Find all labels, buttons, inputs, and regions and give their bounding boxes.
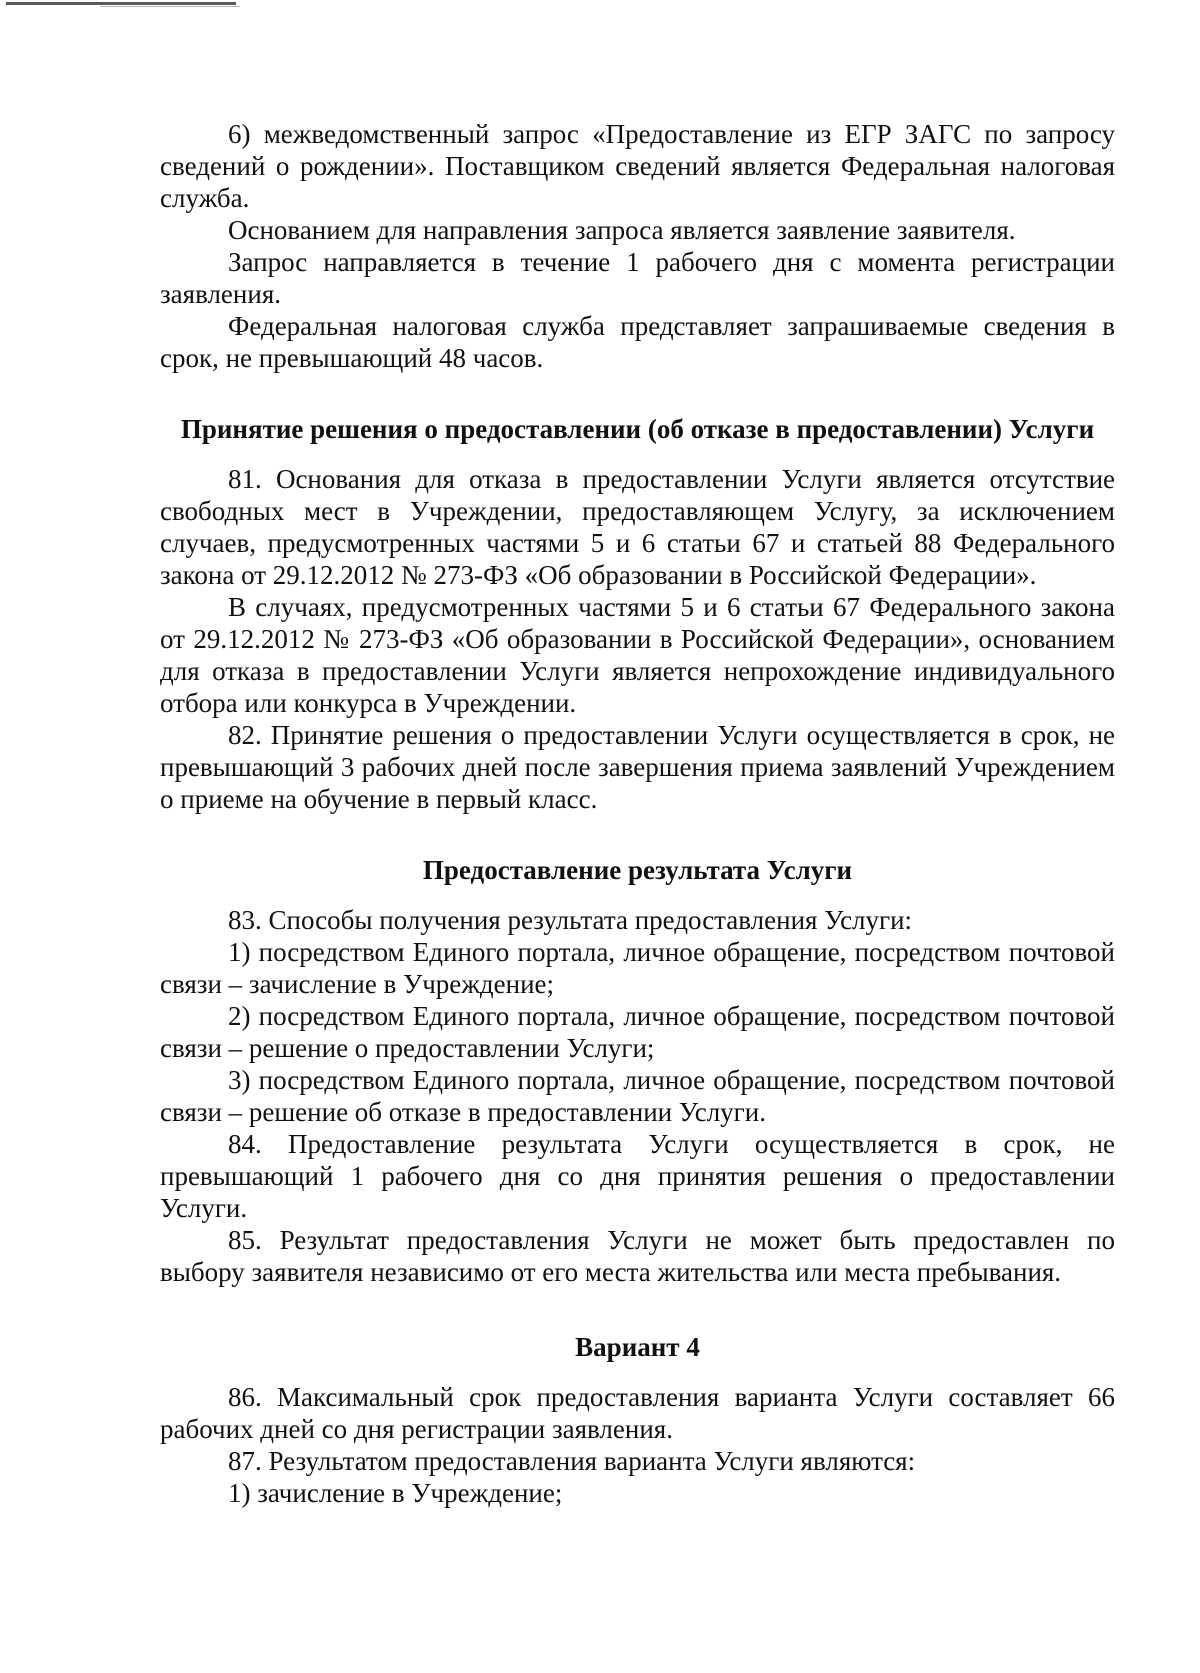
heading-variant-4: Вариант 4 — [575, 1332, 700, 1362]
spacer — [160, 815, 1115, 854]
spacer — [160, 374, 1115, 413]
paragraph-interagency-request: 6) межведомственный запрос «Предоставление из ЕГР ЗАГС по запросу сведений о рождении». Поставщиком сведений является Федеральная налоговая служба. — [160, 119, 1115, 213]
paragraph-85: 85. Результат предоставления Услуги не может быть предоставлен по выбору заявителя независимо от его места жительства или места пребывания. — [160, 1225, 1115, 1287]
paragraph-87-item-1: 1) зачисление в Учреждение; — [228, 1478, 563, 1508]
scan-edge-line-thin — [100, 6, 240, 7]
scan-edge-line — [6, 2, 236, 5]
paragraph-82: 82. Принятие решения о предоставлении Услуги осуществляется в срок, не превышающий 3 рабочих дней после завершения приема заявлений Учреждением о приеме на обучение в первый класс. — [160, 720, 1115, 814]
paragraph-83-item-3: 3) посредством Единого портала, личное обращение, посредством почтовой связи – решение об отказе в предоставлении Услуги. — [160, 1065, 1115, 1127]
spacer — [160, 445, 1115, 463]
spacer — [160, 1288, 1115, 1331]
paragraph-83: 83. Способы получения результата предоставления Услуги: — [228, 905, 913, 935]
spacer — [160, 886, 1115, 904]
heading-result: Предоставление результата Услуги — [422, 855, 853, 885]
paragraph-tax-service-response: Федеральная налоговая служба представляет запрашиваемые сведения в срок, не превышающий 48 часов. — [160, 311, 1115, 373]
heading-decision: Принятие решения о предоставлении (об отказе в предоставлении) Услуги — [180, 414, 1095, 444]
paragraph-request-timing: Запрос направляется в течение 1 рабочего дня с момента регистрации заявления. — [160, 247, 1115, 309]
paragraph-86: 86. Максимальный срок предоставления варианта Услуги составляет 66 рабочих дней со дня регистрации заявления. — [160, 1382, 1115, 1444]
spacer — [160, 1363, 1115, 1381]
paragraph-81: 81. Основания для отказа в предоставлении Услуги является отсутствие свободных мест в Учреждении, предоставляющем Услугу, за исключением случаев, предусмотренных частями 5 и 6 статьи 67 и статьей 88 Федерального закона от 29.12.2012 № 273-ФЗ «Об образовании в Российской Федерации». — [160, 464, 1115, 590]
paragraph-83-item-1: 1) посредством Единого портала, личное обращение, посредством почтовой связи – зачисление в Учреждение; — [160, 937, 1115, 999]
paragraph-83-item-2: 2) посредством Единого портала, личное обращение, посредством почтовой связи – решение о предоставлении Услуги; — [160, 1001, 1115, 1063]
paragraph-request-basis: Основанием для направления запроса является заявление заявителя. — [228, 215, 1016, 245]
paragraph-87: 87. Результатом предоставления варианта Услуги являются: — [228, 1446, 916, 1476]
document-body — [160, 118, 1115, 1509]
paragraph-selection-cases: В случаях, предусмотренных частями 5 и 6 статьи 67 Федерального закона от 29.12.2012 № 273-ФЗ «Об образовании в Российской Федерации», основанием для отказа в предоставлении Услуги является непрохождение индивидуального отбора или конкурса в Учреждении. — [160, 592, 1115, 718]
paragraph-84: 84. Предоставление результата Услуги осуществляется в срок, не превышающий 1 рабочего дня со дня принятия решения о предоставлении Услуги. — [160, 1129, 1115, 1223]
